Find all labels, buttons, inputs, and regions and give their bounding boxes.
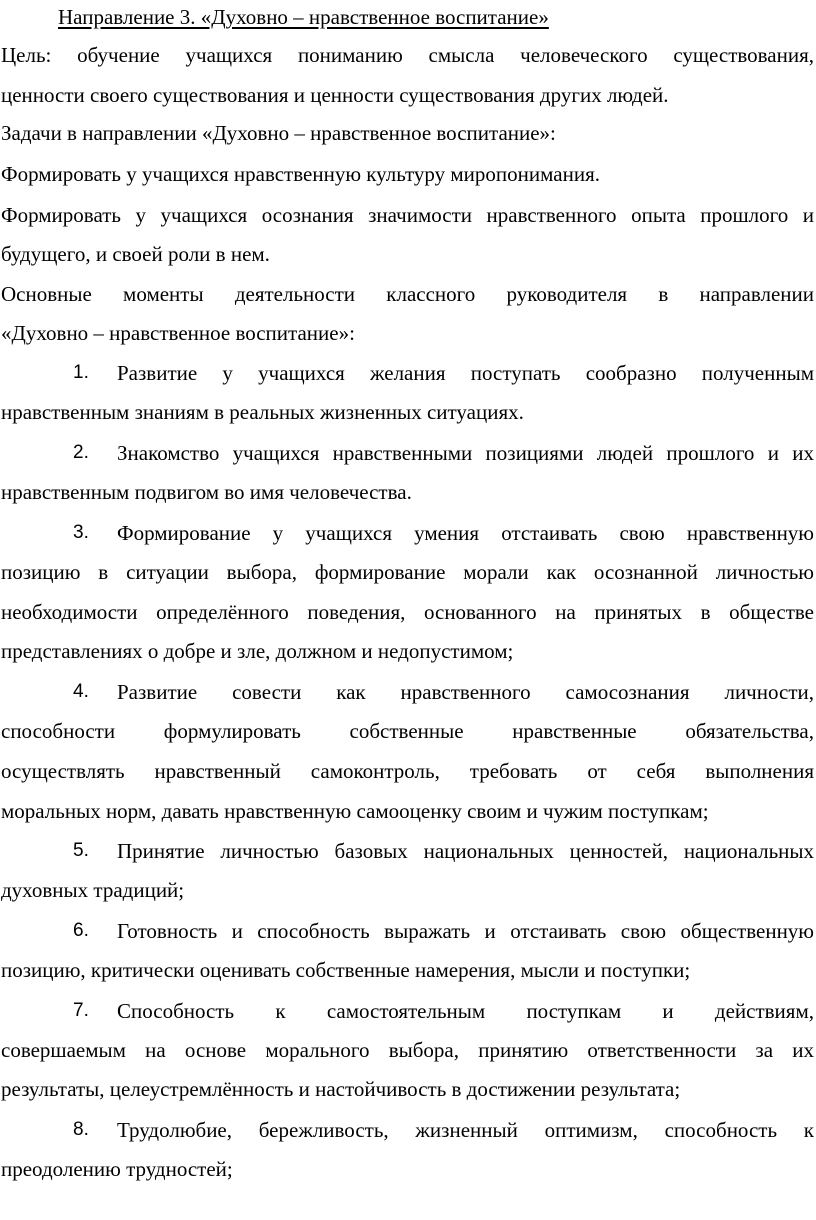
list-item-4-line-4: моральных норм, давать нравственную самооценку своим и чужим поступкам; xyxy=(1,799,709,823)
list-item-4-line-3: осуществлять нравственный самоконтроль, требовать от себя выполнения xyxy=(1,759,814,783)
list-item-7-line-3: результаты, целеустремлённость и настойчивость в достижении результата; xyxy=(1,1077,681,1101)
list-item-text: Развитие у учащихся желания поступать сообразно полученным xyxy=(117,361,814,385)
list-item-text: Способность к самостоятельным поступкам и действиям, xyxy=(117,999,814,1023)
main-points-line-2: «Духовно – нравственное воспитание»: xyxy=(1,321,355,345)
list-item-5-line-2: духовных традиций; xyxy=(1,878,185,902)
goal-line-1 xyxy=(1,40,814,70)
document-heading xyxy=(58,2,814,32)
list-item-number: 8. xyxy=(73,1119,89,1140)
list-item-4 xyxy=(73,677,814,707)
list-item-3 xyxy=(73,518,814,548)
goal-text-1: обучение учащихся пониманию смысла человеческого существования, xyxy=(77,43,815,67)
list-item-text: Формирование у учащихся умения отстаивать свою нравственную xyxy=(117,521,814,545)
goal-label: Цель: xyxy=(1,43,52,67)
list-item-2 xyxy=(73,438,814,468)
list-item-number: 3. xyxy=(73,522,89,543)
main-points-line-1: Основные моменты деятельности классного руководителя в направлении xyxy=(1,282,814,306)
list-item-number: 1. xyxy=(73,362,89,383)
list-item-6-line-2: позицию, критически оценивать собственные намерения, мысли и поступки; xyxy=(1,958,691,982)
list-item-5 xyxy=(73,836,814,866)
list-item-text: Готовность и способность выражать и отстаивать свою общественную xyxy=(117,919,814,943)
heading-text: Направление 3. «Духовно – нравственное воспитание» xyxy=(58,5,549,29)
list-item-text: Принятие личностью базовых национальных ценностей, национальных xyxy=(117,839,814,863)
list-item-1 xyxy=(73,358,814,388)
list-item-7 xyxy=(73,996,814,1026)
list-item-number: 7. xyxy=(73,1000,89,1021)
list-item-3-line-3: необходимости определённого поведения, основанного на принятых в обществе xyxy=(1,600,814,624)
tasks-heading: Задачи в направлении «Духовно – нравственное воспитание»: xyxy=(1,121,556,145)
list-item-6 xyxy=(73,916,814,946)
list-item-text: Знакомство учащихся нравственными позициями людей прошлого и их xyxy=(117,441,814,465)
task-2-line-1: Формировать у учащихся осознания значимости нравственного опыта прошлого и xyxy=(1,203,814,227)
list-item-3-line-2: позицию в ситуации выбора, формирование морали как осознанной личностью xyxy=(1,560,814,584)
task-1: Формировать у учащихся нравственную культуру миропонимания. xyxy=(1,162,600,186)
list-item-text: Развитие совести как нравственного самосознания личности, xyxy=(117,680,814,704)
list-item-number: 2. xyxy=(73,442,89,463)
task-2-line-2: будущего, и своей роли в нем. xyxy=(1,242,270,266)
list-item-number: 5. xyxy=(73,840,89,861)
list-item-8 xyxy=(73,1115,814,1145)
list-item-text: Трудолюбие, бережливость, жизненный оптимизм, способность к xyxy=(117,1118,814,1142)
list-item-4-line-2: способности формулировать собственные нравственные обязательства, xyxy=(1,719,814,743)
list-item-3-line-4: представлениях о добре и зле, должном и недопустимом; xyxy=(1,639,514,663)
list-item-8-line-2: преодолению трудностей; xyxy=(1,1157,233,1181)
list-item-2-line-2: нравственным подвигом во имя человечества. xyxy=(1,480,412,504)
goal-line-2: ценности своего существования и ценности существования других людей. xyxy=(1,83,669,107)
list-item-1-line-2: нравственным знаниям в реальных жизненных ситуациях. xyxy=(1,400,524,424)
list-item-number: 4. xyxy=(73,681,89,702)
list-item-7-line-2: совершаемым на основе морального выбора, принятию ответственности за их xyxy=(1,1038,814,1062)
list-item-number: 6. xyxy=(73,920,89,941)
